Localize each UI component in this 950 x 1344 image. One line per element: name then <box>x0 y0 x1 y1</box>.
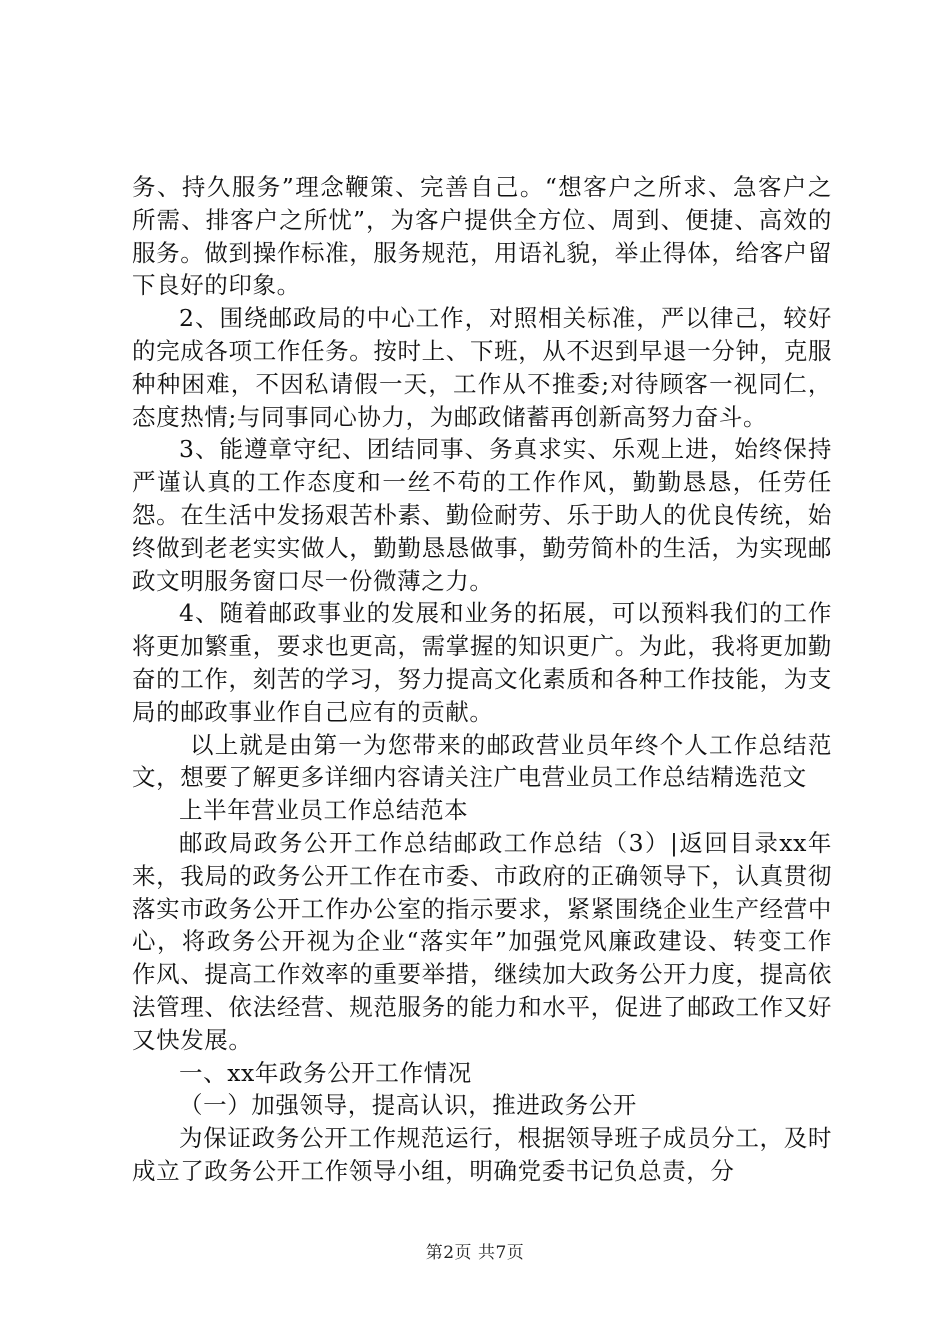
paragraph-body: 为保证政务公开工作规范运行，根据领导班子成员分工，及时成立了政务公开工作领导小组，明确党委书记负总责，分 <box>132 1124 832 1185</box>
paragraph-closing-note: 以上就是由第一为您带来的邮政营业员年终个人工作总结范文，想要了解更多详细内容请关注广电营业员工作总结精选范文 <box>132 730 832 792</box>
paragraph-report-intro: 邮政局政务公开工作总结邮政工作总结（3）|返回目录xx年来，我局的政务公开工作在市委、市政府的正确领导下，认真贯彻落实市政务公开工作办公室的指示要求，紧紧围绕企业生产经营中心，将政务公开视为企业“落实年”加强党风廉政建设、转变工作作风、提高工作效率的重要举措，继续加大政务公开力度，提高依法管理、依法经营、规范服务的能力和水平，促进了邮政工作又好又快发展。 <box>132 828 832 1054</box>
paragraph-item-4: 4、随着邮政事业的发展和业务的拓展，可以预料我们的工作将更加繁重，要求也更高，需掌握的知识更广。为此，我将更加勤奋的工作，刻苦的学习，努力提高文化素质和各种工作技能，为支局的邮政事业作自己应有的贡献。 <box>132 599 832 726</box>
section-heading: 上半年营业员工作总结范本 <box>179 796 469 825</box>
paragraph-item-3: 3、能遵章守纪、团结同事、务真求实、乐观上进，始终保持严谨认真的工作态度和一丝不苟的工作作风，勤勤恳恳，任劳任怨。在生活中发扬艰苦朴素、勤俭耐劳、乐于助人的优良传统，始终做到老老实实做人，勤勤恳恳做事，勤劳简朴的生活，为实现邮政文明服务窗口尽一份微薄之力。 <box>132 435 832 595</box>
subheading-level-1: 一、xx年政务公开工作情况 <box>179 1058 472 1087</box>
paragraph-item-2: 2、围绕邮政局的中心工作，对照相关标准，严以律己，较好的完成各项工作任务。按时上、下班，从不迟到早退一分钟，克服种种困难，不因私请假一天，工作从不推委;对待顾客一视同仁，态度热情;与同事同心协力，为邮政储蓄再创新高努力奋斗。 <box>132 304 832 431</box>
page-footer: 第2页 共7页 <box>425 1243 525 1263</box>
paragraph-continuation: 务、持久服务”理念鞭策、完善自己。“想客户之所求、急客户之所需、排客户之所忧”，为客户提供全方位、周到、便捷、高效的服务。做到操作标准，服务规范，用语礼貌，举止得体，给客户留下良好的印象。 <box>132 173 832 300</box>
subheading-level-2: （一）加强领导，提高认识，推进政务公开 <box>179 1091 637 1120</box>
document-body <box>132 171 832 1188</box>
